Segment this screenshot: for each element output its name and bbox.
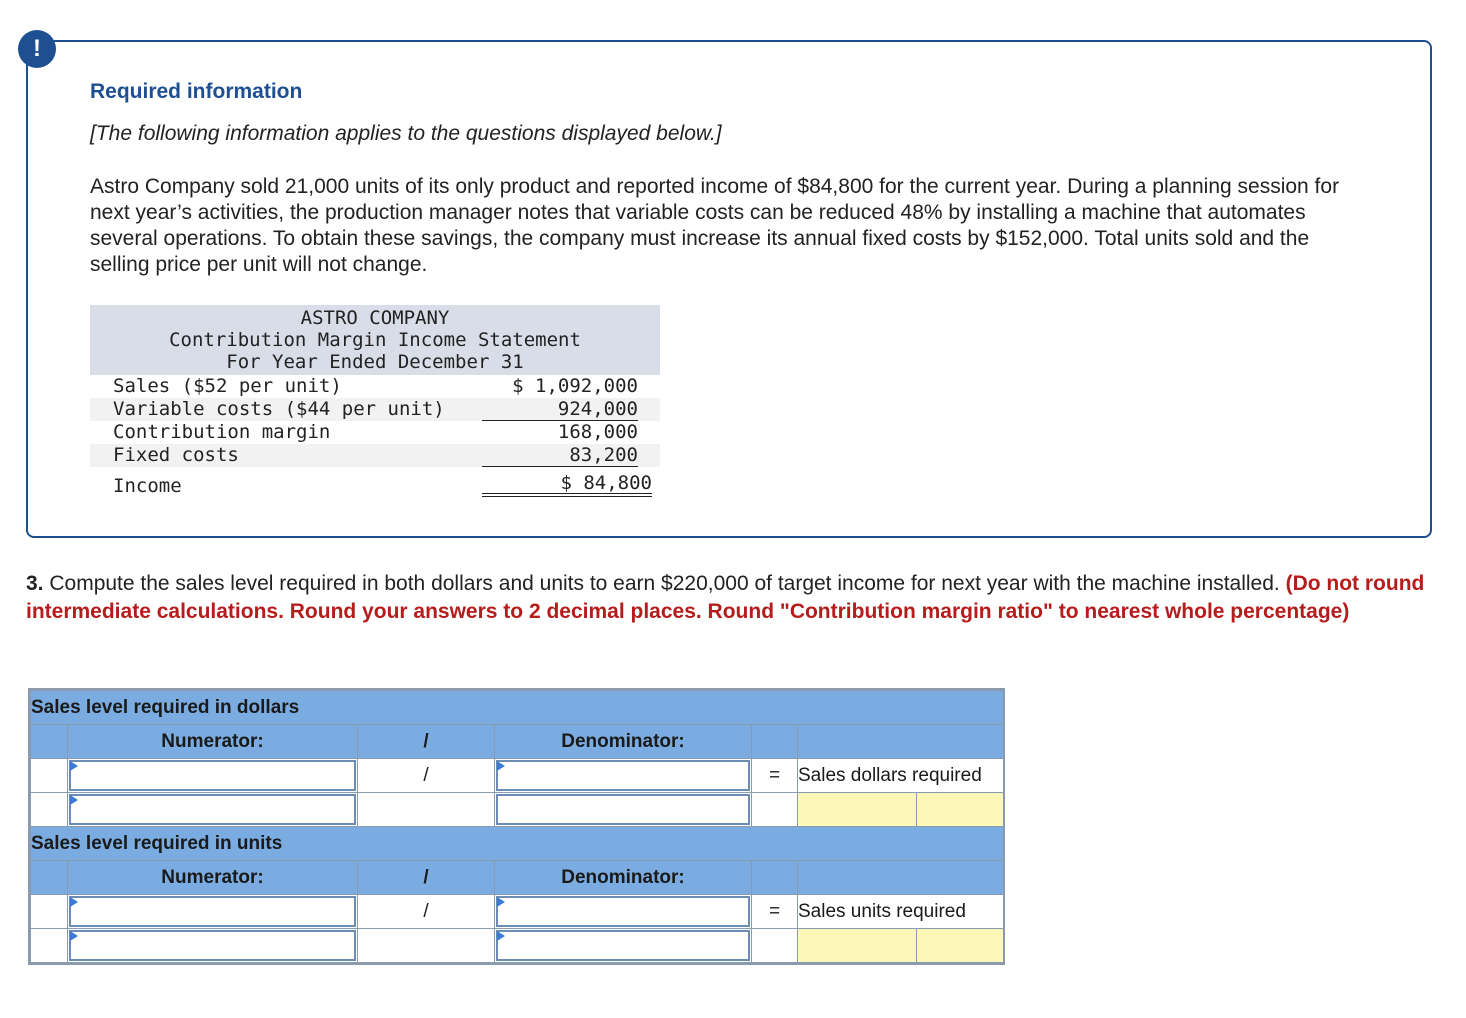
dropdown-arrow-icon	[497, 761, 505, 771]
equals-sign: =	[752, 895, 798, 929]
units-numerator-value-input[interactable]	[68, 929, 358, 963]
blank-cell	[31, 861, 68, 895]
row-amount: $ 84,800	[482, 467, 652, 497]
units-numerator-label-input[interactable]	[68, 895, 358, 929]
row-amount: 168,000	[557, 421, 638, 443]
dollars-numerator-value-input[interactable]	[68, 793, 358, 827]
statement-row-variable-costs	[90, 398, 660, 421]
division-slash: /	[358, 895, 495, 929]
row-gutter	[31, 793, 68, 827]
denominator-header: Denominator:	[495, 725, 752, 759]
row-gutter	[31, 895, 68, 929]
denominator-header: Denominator:	[495, 861, 752, 895]
row-gutter	[31, 759, 68, 793]
dollars-numerator-label-input[interactable]	[68, 759, 358, 793]
slash-header: /	[358, 861, 495, 895]
statement-row-sales	[90, 375, 660, 398]
question-number: 3.	[26, 572, 44, 595]
question-text: Compute the sales level required in both dollars and units to earn $220,000 of target income for next year with the machine installed.	[43, 572, 1286, 595]
sales-level-worksheet	[28, 688, 1005, 965]
required-info-title: Required information	[90, 80, 303, 103]
statement-row-fixed-costs	[90, 444, 660, 467]
dropdown-arrow-icon	[497, 897, 505, 907]
dropdown-arrow-icon	[70, 795, 78, 805]
statement-period: For Year Ended December 31	[226, 351, 524, 373]
units-denominator-value-input[interactable]	[495, 929, 752, 963]
dropdown-arrow-icon	[497, 931, 505, 941]
slash-header: /	[358, 725, 495, 759]
question-3	[26, 570, 1436, 626]
blank-cell	[798, 861, 1004, 895]
sales-units-result-input[interactable]	[798, 929, 917, 963]
alert-icon: !	[18, 30, 56, 68]
dropdown-arrow-icon	[70, 931, 78, 941]
statement-header	[90, 305, 660, 375]
statement-row-contribution-margin	[90, 421, 660, 444]
row-label: Fixed costs	[113, 444, 239, 466]
blank-cell	[752, 725, 798, 759]
numerator-header: Numerator:	[68, 861, 358, 895]
statement-company: ASTRO COMPANY	[300, 307, 450, 329]
blank-cell	[752, 861, 798, 895]
dollars-denominator-value-input[interactable]	[495, 793, 752, 827]
units-denominator-label-input[interactable]	[495, 895, 752, 929]
sales-dollars-required-label: Sales dollars required	[798, 759, 1004, 793]
row-amount: $ 1,092,000	[512, 375, 638, 397]
required-info-subtitle: [The following information applies to the questions displayed below.]	[90, 122, 722, 145]
row-label: Contribution margin	[113, 421, 331, 443]
sales-dollars-result-input-2[interactable]	[917, 793, 1004, 827]
statement-row-income	[90, 467, 660, 499]
blank-cell	[798, 725, 1004, 759]
required-info-body: Astro Company sold 21,000 units of its only product and reported income of $84,800 for the current year. During a planning session for next year’s activities, the production manager notes that variable costs can be reduced 48% by installing a machine that automates several operations. To obtain these savings, the company must increase its annual fixed costs by $152,000. Total units sold and the selling price per unit will not change.	[90, 175, 1340, 276]
dollars-section-header: Sales level required in dollars	[31, 691, 1004, 725]
dollars-denominator-label-input[interactable]	[495, 759, 752, 793]
row-label: Variable costs ($44 per unit)	[113, 398, 445, 420]
sales-units-required-label: Sales units required	[798, 895, 1004, 929]
row-label: Sales ($52 per unit)	[113, 375, 342, 397]
row-gutter	[31, 929, 68, 963]
row-amount: 83,200	[482, 444, 638, 467]
blank-cell	[752, 929, 798, 963]
income-statement	[90, 305, 660, 499]
blank-cell	[752, 793, 798, 827]
units-section-header: Sales level required in units	[31, 827, 1004, 861]
division-slash: /	[358, 759, 495, 793]
question-instruction: (Do not round intermediate calculations. Round your answers to 2 decimal places. Round "Contribution margin ratio" to nearest whole percentage)	[26, 572, 1425, 623]
numerator-header: Numerator:	[68, 725, 358, 759]
row-amount: 924,000	[482, 398, 638, 421]
sales-units-result-input-2[interactable]	[917, 929, 1004, 963]
statement-title: Contribution Margin Income Statement	[169, 329, 581, 351]
dropdown-arrow-icon	[70, 897, 78, 907]
blank-cell	[358, 929, 495, 963]
sales-dollars-result-input[interactable]	[798, 793, 917, 827]
row-label: Income	[113, 475, 182, 497]
equals-sign: =	[752, 759, 798, 793]
dropdown-arrow-icon	[70, 761, 78, 771]
blank-cell	[358, 793, 495, 827]
blank-cell	[31, 725, 68, 759]
